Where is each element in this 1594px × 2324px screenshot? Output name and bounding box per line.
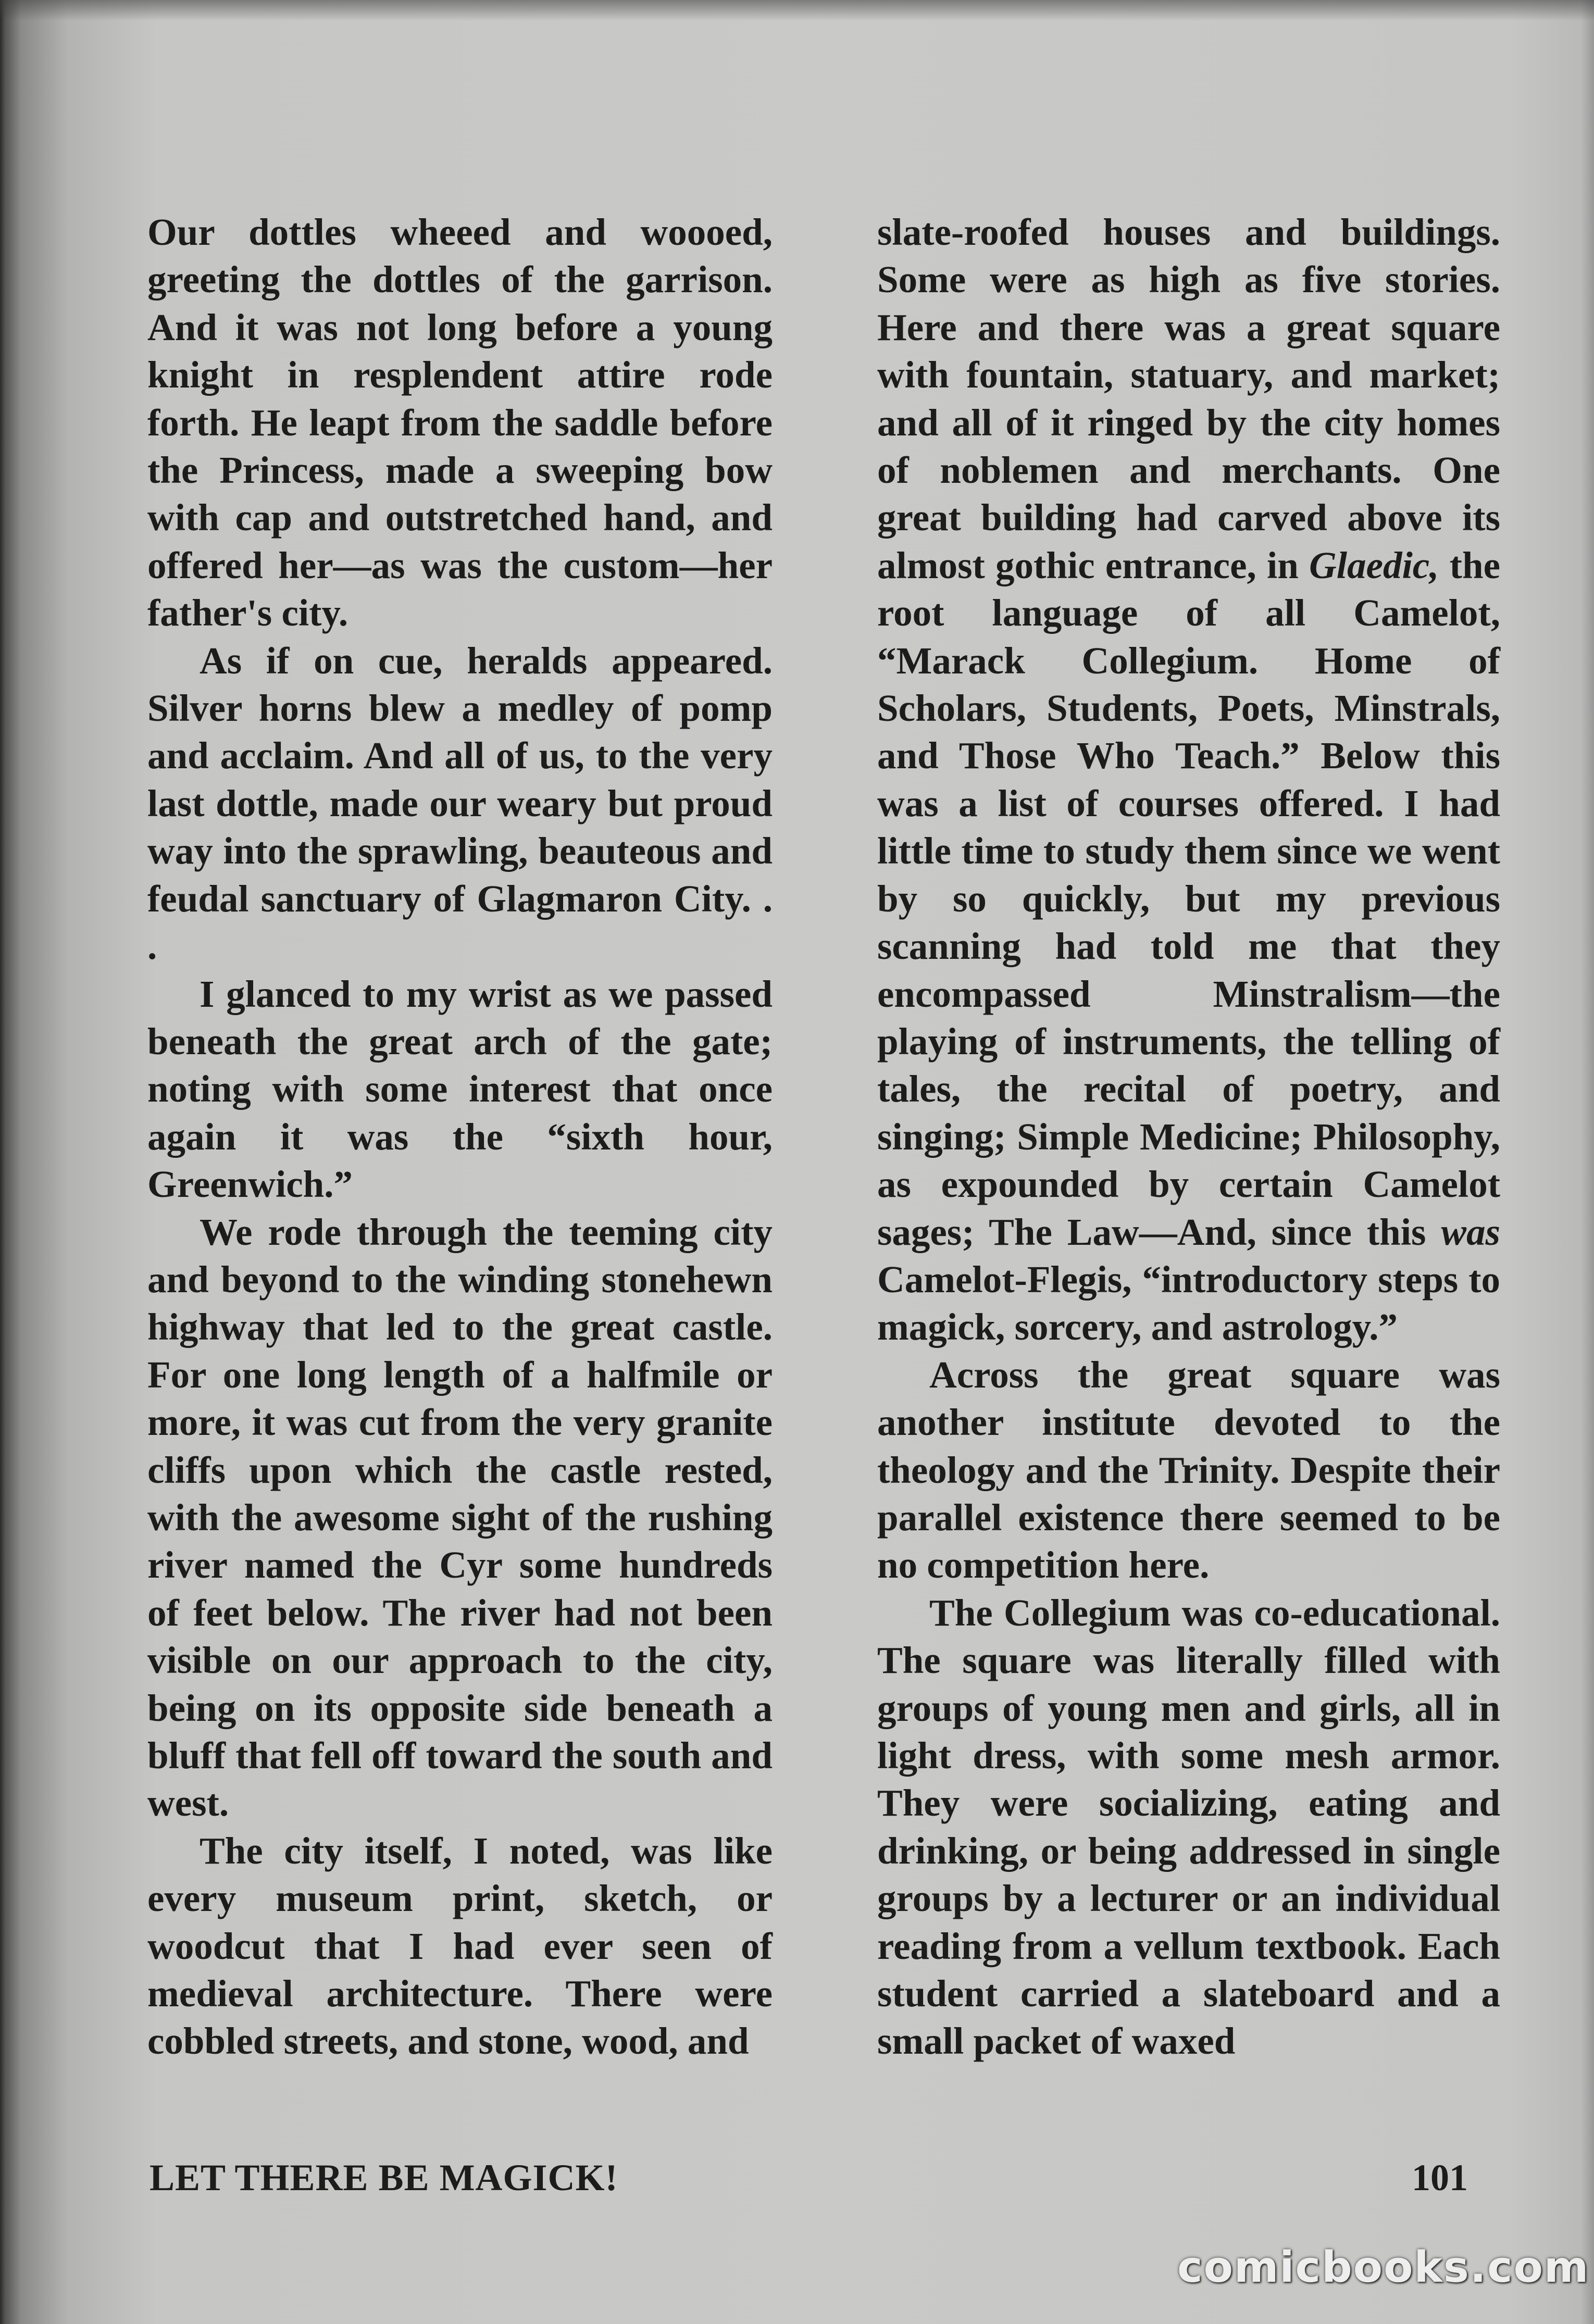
running-footer-title: LET THERE BE MAGICK! bbox=[150, 2157, 618, 2198]
left-text-column bbox=[147, 208, 773, 2065]
paragraph-text: slate-roofed houses and buildings. Some were as high as five stories. Here and there was a great square with fountain, statuary, and market; and all of it ringed by the city homes of noblemen and merchants. One great building had carved above its almost gothic entrance, in bbox=[877, 211, 1500, 586]
paragraph-text: the root language of all Camelot, “Marack Collegium. Home of Scholars, Students, Poets, Minstrals, and Those Who Teach.” Below this was a list of courses offered. I had little time to study them since we went by so quickly, but my previous scanning had told me that they encompassed Minstralism—the playing of instruments, the telling of tales, the recital of poetry, and singing; Simple Medicine; Philosophy, as expounded by certain Camelot sages; The Law—And, since this bbox=[877, 544, 1500, 1253]
paragraph: We rode through the teeming city and beyond to the winding stonehewn highway that led to the great castle. For one long length of a halfmile or more, it was cut from the very granite cliffs upon which the castle rested, with the awesome sight of the rushing river named the Cyr some hundreds of feet below. The river had not been visible on our approach to the city, being on its opposite side beneath a bluff that fell off toward the south and west. bbox=[147, 1210, 773, 1825]
paragraph-text: Camelot-Flegis, “introductory steps to magick, sorcery, and astrology.” bbox=[877, 1258, 1500, 1348]
paragraph: As if on cue, heralds appeared. Silver horns blew a medley of pomp and acclaim. And all of us, to the very last dottle, made our weary but proud way into the sprawling, beauteous and feudal sanctuary of Glagmaron City. . . bbox=[147, 639, 773, 968]
top-edge-shadow bbox=[0, 0, 1594, 21]
watermark: comicbooks.com bbox=[1177, 2243, 1590, 2292]
paragraph: I glanced to my wrist as we passed beneath the great arch of the gate; noting with some interest that once again it was the “sixth hour, Greenwich.” bbox=[147, 972, 773, 1206]
paragraph bbox=[877, 208, 1500, 1351]
paragraph: The city itself, I noted, was like every museum print, sketch, or woodcut that I had ever seen of medieval architecture. There were cobbled streets, and stone, wood, and bbox=[147, 1829, 773, 2063]
italic-word: Glaedic, bbox=[1309, 544, 1439, 586]
paragraph: Across the great square was another institute devoted to the theology and the Trinity. Despite their parallel existence there seemed to be no competition here. bbox=[877, 1353, 1500, 1586]
italic-word: was bbox=[1441, 1210, 1500, 1253]
paragraph: Our dottles wheeed and woooed, greeting the dottles of the garrison. And it was not long before a young knight in resplendent attire rode forth. He leapt from the saddle before the Princess, made a sweeping bow with cap and outstretched hand, and offered her—as was the custom—her father's city. bbox=[147, 211, 773, 634]
page-number: 101 bbox=[1412, 2157, 1468, 2198]
right-text-column bbox=[877, 208, 1500, 2065]
paragraph: The Collegium was co-educational. The square was literally filled with groups of young men and girls, all in light dress, with some mesh armor. They were socializing, eating and drinking, or being addressed in single groups by a lecturer or an individual reading from a vellum textbook. Each student carried a slateboard and a small packet of waxed bbox=[877, 1591, 1500, 2063]
